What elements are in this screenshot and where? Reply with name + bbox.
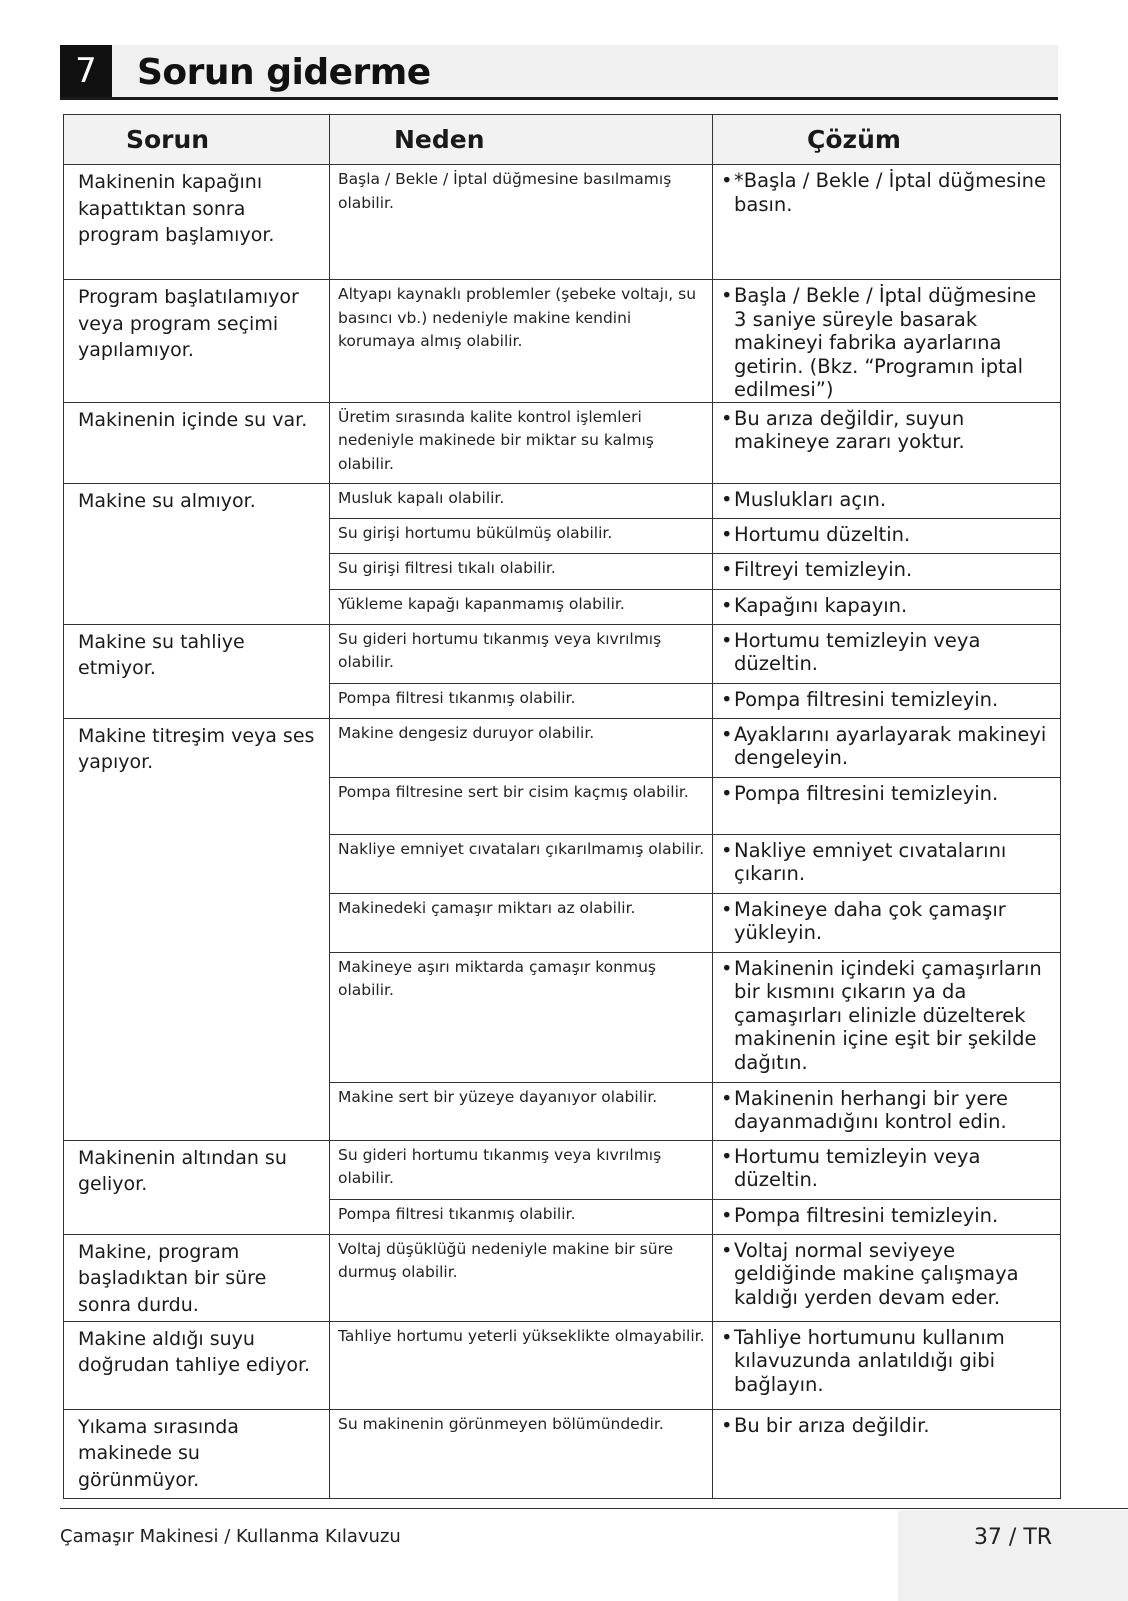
column-header-solution: Çözüm (713, 115, 1061, 165)
cause-cell: Su gideri hortumu tıkanmış veya kıvrılmış olabilir. (330, 1140, 713, 1199)
solution-text: Ayaklarını ayarlayarak makineyi dengeleyin. (734, 722, 1047, 769)
solution-text: Voltaj normal seviyeye geldiğinde makine çalışmaya kaldığı yerden devam eder. (734, 1238, 1019, 1309)
cause-cell: Pompa filtresi tıkanmış olabilir. (330, 1199, 713, 1234)
column-header-problem: Sorun (64, 115, 330, 165)
solution-cell (713, 952, 1061, 1082)
solution-cell (713, 483, 1061, 518)
bullet-icon: • (721, 522, 733, 546)
solution-text: *Başla / Bekle / İptal düğmesine basın. (734, 169, 1046, 216)
bullet-icon: • (721, 1325, 733, 1349)
solution-cell (713, 1199, 1061, 1234)
bullet-item (721, 1414, 1054, 1438)
bullet-icon: • (721, 557, 733, 581)
problem-cell: Makinenin altından su geliyor. (64, 1140, 330, 1234)
bullet-item (721, 488, 1054, 512)
bullet-icon: • (721, 956, 733, 980)
table-row (64, 402, 1061, 483)
bullet-item (721, 957, 1054, 1075)
solution-cell (713, 777, 1061, 834)
problem-cell: Makine titreşim veya ses yapıyor. (64, 718, 330, 1140)
cause-cell: Altyapı kaynaklı problemler (şebeke voltajı, su basıncı vb.) nedeniyle makine kendini korumaya almış olabilir. (330, 280, 713, 403)
bullet-icon: • (721, 687, 733, 711)
bullet-item (721, 723, 1054, 770)
bullet-item (721, 898, 1054, 945)
solution-text: Makineye daha çok çamaşır yükleyin. (734, 897, 1006, 944)
bullet-icon: • (721, 406, 733, 430)
solution-text: Pompa filtresini temizleyin. (734, 1203, 999, 1227)
solution-text: Pompa filtresini temizleyin. (734, 781, 999, 805)
cause-cell: Nakliye emniyet cıvataları çıkarılmamış olabilir. (330, 834, 713, 893)
cause-cell: Makineye aşırı miktarda çamaşır konmuş olabilir. (330, 952, 713, 1082)
bullet-icon: • (721, 628, 733, 652)
table-header-row (64, 115, 1061, 165)
bullet-icon: • (721, 1086, 733, 1110)
bullet-icon: • (721, 1144, 733, 1168)
solution-text: Makinenin içindeki çamaşırların bir kısmını çıkarın ya da çamaşırları elinizle düzelterek makinenin içine eşit bir şekilde dağıtın. (734, 956, 1042, 1074)
bullet-item (721, 1087, 1054, 1134)
problem-cell: Makine aldığı suyu doğrudan tahliye ediyor. (64, 1321, 330, 1409)
cause-cell: Makine dengesiz duruyor olabilir. (330, 718, 713, 777)
cause-cell: Voltaj düşüklüğü nedeniyle makine bir süre durmuş olabilir. (330, 1234, 713, 1321)
table-row (64, 1409, 1061, 1498)
page-number: 37 / TR (898, 1510, 1128, 1601)
solution-cell (713, 624, 1061, 683)
solution-cell (713, 589, 1061, 624)
footer-divider (60, 1508, 1128, 1509)
bullet-item (721, 284, 1054, 402)
cause-cell: Su gideri hortumu tıkanmış veya kıvrılmış olabilir. (330, 624, 713, 683)
cause-cell: Tahliye hortumu yeterli yükseklikte olmayabilir. (330, 1321, 713, 1409)
cause-cell: Musluk kapalı olabilir. (330, 483, 713, 518)
solution-cell (713, 893, 1061, 952)
cause-cell: Makine sert bir yüzeye dayanıyor olabilir. (330, 1082, 713, 1140)
table-row (64, 280, 1061, 403)
bullet-icon: • (721, 897, 733, 921)
cause-cell: Başla / Bekle / İptal düğmesine basılmamış olabilir. (330, 165, 713, 280)
problem-cell: Makine su tahliye etmiyor. (64, 624, 330, 718)
solution-text: Hortumu düzeltin. (734, 522, 911, 546)
cause-cell: Makinedeki çamaşır miktarı az olabilir. (330, 893, 713, 952)
solution-text: Makinenin herhangi bir yere dayanmadığını kontrol edin. (734, 1086, 1008, 1133)
problem-cell: Makine su almıyor. (64, 483, 330, 624)
solution-text: Nakliye emniyet cıvatalarını çıkarın. (734, 838, 1007, 885)
solution-text: Hortumu temizleyin veya düzeltin. (734, 628, 981, 675)
cause-cell: Su girişi filtresi tıkalı olabilir. (330, 553, 713, 589)
cause-cell: Pompa filtresi tıkanmış olabilir. (330, 683, 713, 718)
bullet-item (721, 1145, 1054, 1192)
problem-cell: Makinenin içinde su var. (64, 402, 330, 483)
bullet-item (721, 688, 1054, 712)
bullet-icon: • (721, 1238, 733, 1262)
bullet-icon: • (721, 487, 733, 511)
solution-cell (713, 1234, 1061, 1321)
problem-cell: Program başlatılamıyor veya program seçimi yapılamıyor. (64, 280, 330, 403)
solution-cell (713, 1409, 1061, 1498)
bullet-icon: • (721, 838, 733, 862)
bullet-item (721, 407, 1054, 454)
solution-text: Bu arıza değildir, suyun makineye zararı yoktur. (734, 406, 965, 453)
bullet-icon: • (721, 1203, 733, 1227)
bullet-item (721, 629, 1054, 676)
table-row (64, 483, 1061, 518)
solution-cell (713, 1140, 1061, 1199)
table-row (64, 165, 1061, 280)
solution-cell (713, 683, 1061, 718)
solution-cell (713, 1082, 1061, 1140)
solution-cell (713, 834, 1061, 893)
bullet-icon: • (721, 781, 733, 805)
solution-cell (713, 518, 1061, 553)
bullet-icon: • (721, 593, 733, 617)
solution-cell (713, 1321, 1061, 1409)
bullet-item (721, 558, 1054, 582)
solution-text: Muslukları açın. (734, 487, 887, 511)
troubleshooting-table (63, 114, 1061, 1499)
bullet-icon: • (721, 722, 733, 746)
problem-cell: Yıkama sırasında makinede su görünmüyor. (64, 1409, 330, 1498)
solution-text: Başla / Bekle / İptal düğmesine 3 saniye süreyle basarak makineyi fabrika ayarlarına getirin. (Bkz. “Programın iptal edilmesi”) (734, 284, 1037, 401)
solution-text: Tahliye hortumunu kullanım kılavuzunda anlatıldığı gibi bağlayın. (734, 1325, 1005, 1396)
bullet-item (721, 594, 1054, 618)
cause-cell: Pompa filtresine sert bir cisim kaçmış olabilir. (330, 777, 713, 834)
solution-text: Kapağını kapayın. (734, 593, 908, 617)
solution-cell (713, 553, 1061, 589)
bullet-item (721, 782, 1054, 806)
table-row (64, 1140, 1061, 1199)
cause-cell: Su girişi hortumu bükülmüş olabilir. (330, 518, 713, 553)
table-row (64, 1234, 1061, 1321)
solution-text: Pompa filtresini temizleyin. (734, 687, 999, 711)
cause-cell: Üretim sırasında kalite kontrol işlemleri nedeniyle makinede bir miktar su kalmış olabilir. (330, 402, 713, 483)
solution-cell (713, 718, 1061, 777)
cause-cell: Yükleme kapağı kapanmamış olabilir. (330, 589, 713, 624)
bullet-item (721, 1239, 1054, 1310)
table-row (64, 718, 1061, 777)
solution-cell (713, 402, 1061, 483)
section-header (60, 45, 1058, 100)
problem-cell: Makine, program başladıktan bir süre sonra durdu. (64, 1234, 330, 1321)
bullet-icon: • (721, 284, 733, 307)
bullet-item (721, 839, 1054, 886)
page-title: Sorun giderme (137, 52, 431, 93)
bullet-item (721, 169, 1054, 216)
column-header-cause: Neden (330, 115, 713, 165)
bullet-item (721, 1204, 1054, 1228)
table-body (64, 165, 1061, 1499)
table-row (64, 624, 1061, 683)
solution-cell (713, 280, 1061, 403)
cause-cell: Su makinenin görünmeyen bölümündedir. (330, 1409, 713, 1498)
solution-text: Filtreyi temizleyin. (734, 557, 913, 581)
bullet-item (721, 523, 1054, 547)
bullet-icon: • (721, 1413, 733, 1437)
section-number: 7 (60, 45, 112, 97)
solution-text: Hortumu temizleyin veya düzeltin. (734, 1144, 981, 1191)
solution-cell (713, 165, 1061, 280)
table-row (64, 1321, 1061, 1409)
bullet-item (721, 1326, 1054, 1397)
bullet-icon: • (721, 169, 733, 192)
problem-cell: Makinenin kapağını kapattıktan sonra program başlamıyor. (64, 165, 330, 280)
solution-text: Bu bir arıza değildir. (734, 1413, 930, 1437)
footer-manual-title: Çamaşır Makinesi / Kullanma Kılavuzu (60, 1526, 401, 1547)
